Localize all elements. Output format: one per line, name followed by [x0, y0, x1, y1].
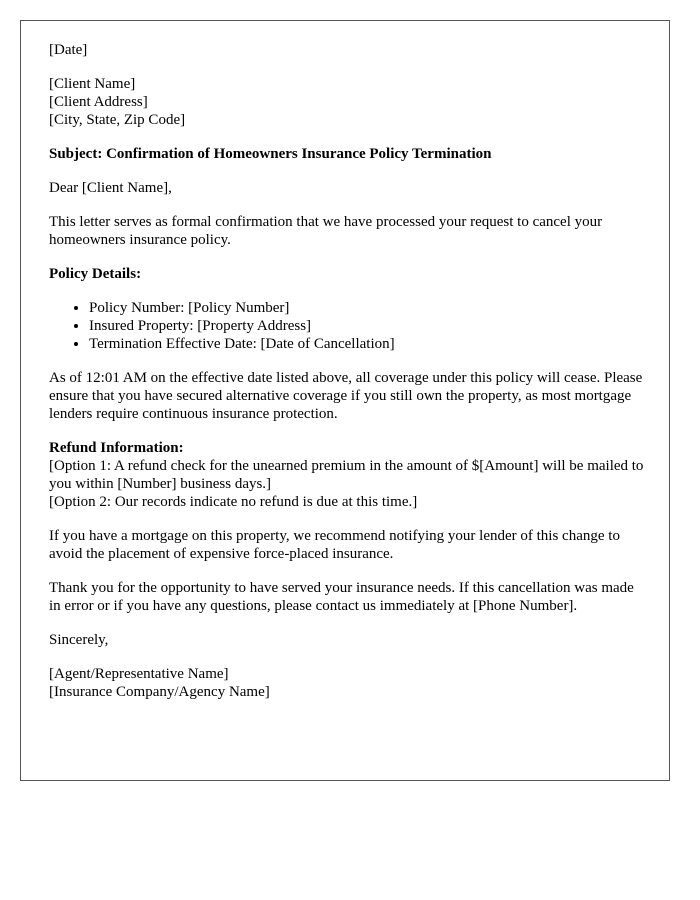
agent-name: [Agent/Representative Name] — [49, 666, 229, 682]
closing-paragraph: Thank you for the opportunity to have served your insurance needs. If this cancellation was made in error or if you have any questions, please contact us immediately at [Phone Number]. — [49, 580, 634, 614]
subject-line: Subject: Confirmation of Homeowners Insurance Policy Termination — [49, 146, 492, 162]
policy-detail-item: • Policy Number: [Policy Number] — [89, 299, 649, 317]
client-address: [Client Address] — [49, 94, 148, 110]
signature-block — [49, 665, 649, 701]
recipient-address-block — [49, 75, 649, 129]
date-line: [Date] — [49, 42, 88, 58]
refund-information-block — [49, 439, 649, 511]
city-state-zip: [City, State, Zip Code] — [49, 112, 186, 128]
mortgage-notice-paragraph: If you have a mortgage on this property, we recommend notifying your lender of this change to avoid the placement of expensive force-placed insurance. — [49, 528, 620, 562]
policy-details-list — [49, 299, 649, 353]
refund-heading: Refund Information: — [49, 440, 184, 456]
refund-option-1: [Option 1: A refund check for the unearned premium in the amount of $[Amount] will be mailed to you within [Number] business days.] — [49, 458, 644, 492]
coverage-notice-paragraph: As of 12:01 AM on the effective date listed above, all coverage under this policy will cease. Please ensure that you have secured alternative coverage if you still own the property, as most mortgage lenders require continuous insurance protection. — [49, 370, 643, 422]
client-name: [Client Name] — [49, 76, 136, 92]
salutation: Dear [Client Name], — [49, 180, 172, 196]
company-name: [Insurance Company/Agency Name] — [49, 684, 270, 700]
refund-option-2: [Option 2: Our records indicate no refund is due at this time.] — [49, 494, 418, 510]
policy-detail-item: • Termination Effective Date: [Date of Cancellation] — [89, 335, 649, 353]
letter-page — [20, 20, 670, 781]
policy-detail-item: • Insured Property: [Property Address] — [89, 317, 649, 335]
sign-off: Sincerely, — [49, 632, 109, 648]
policy-details-heading: Policy Details: — [49, 266, 142, 282]
intro-paragraph: This letter serves as formal confirmation that we have processed your request to cancel your homeowners insurance policy. — [49, 214, 603, 248]
